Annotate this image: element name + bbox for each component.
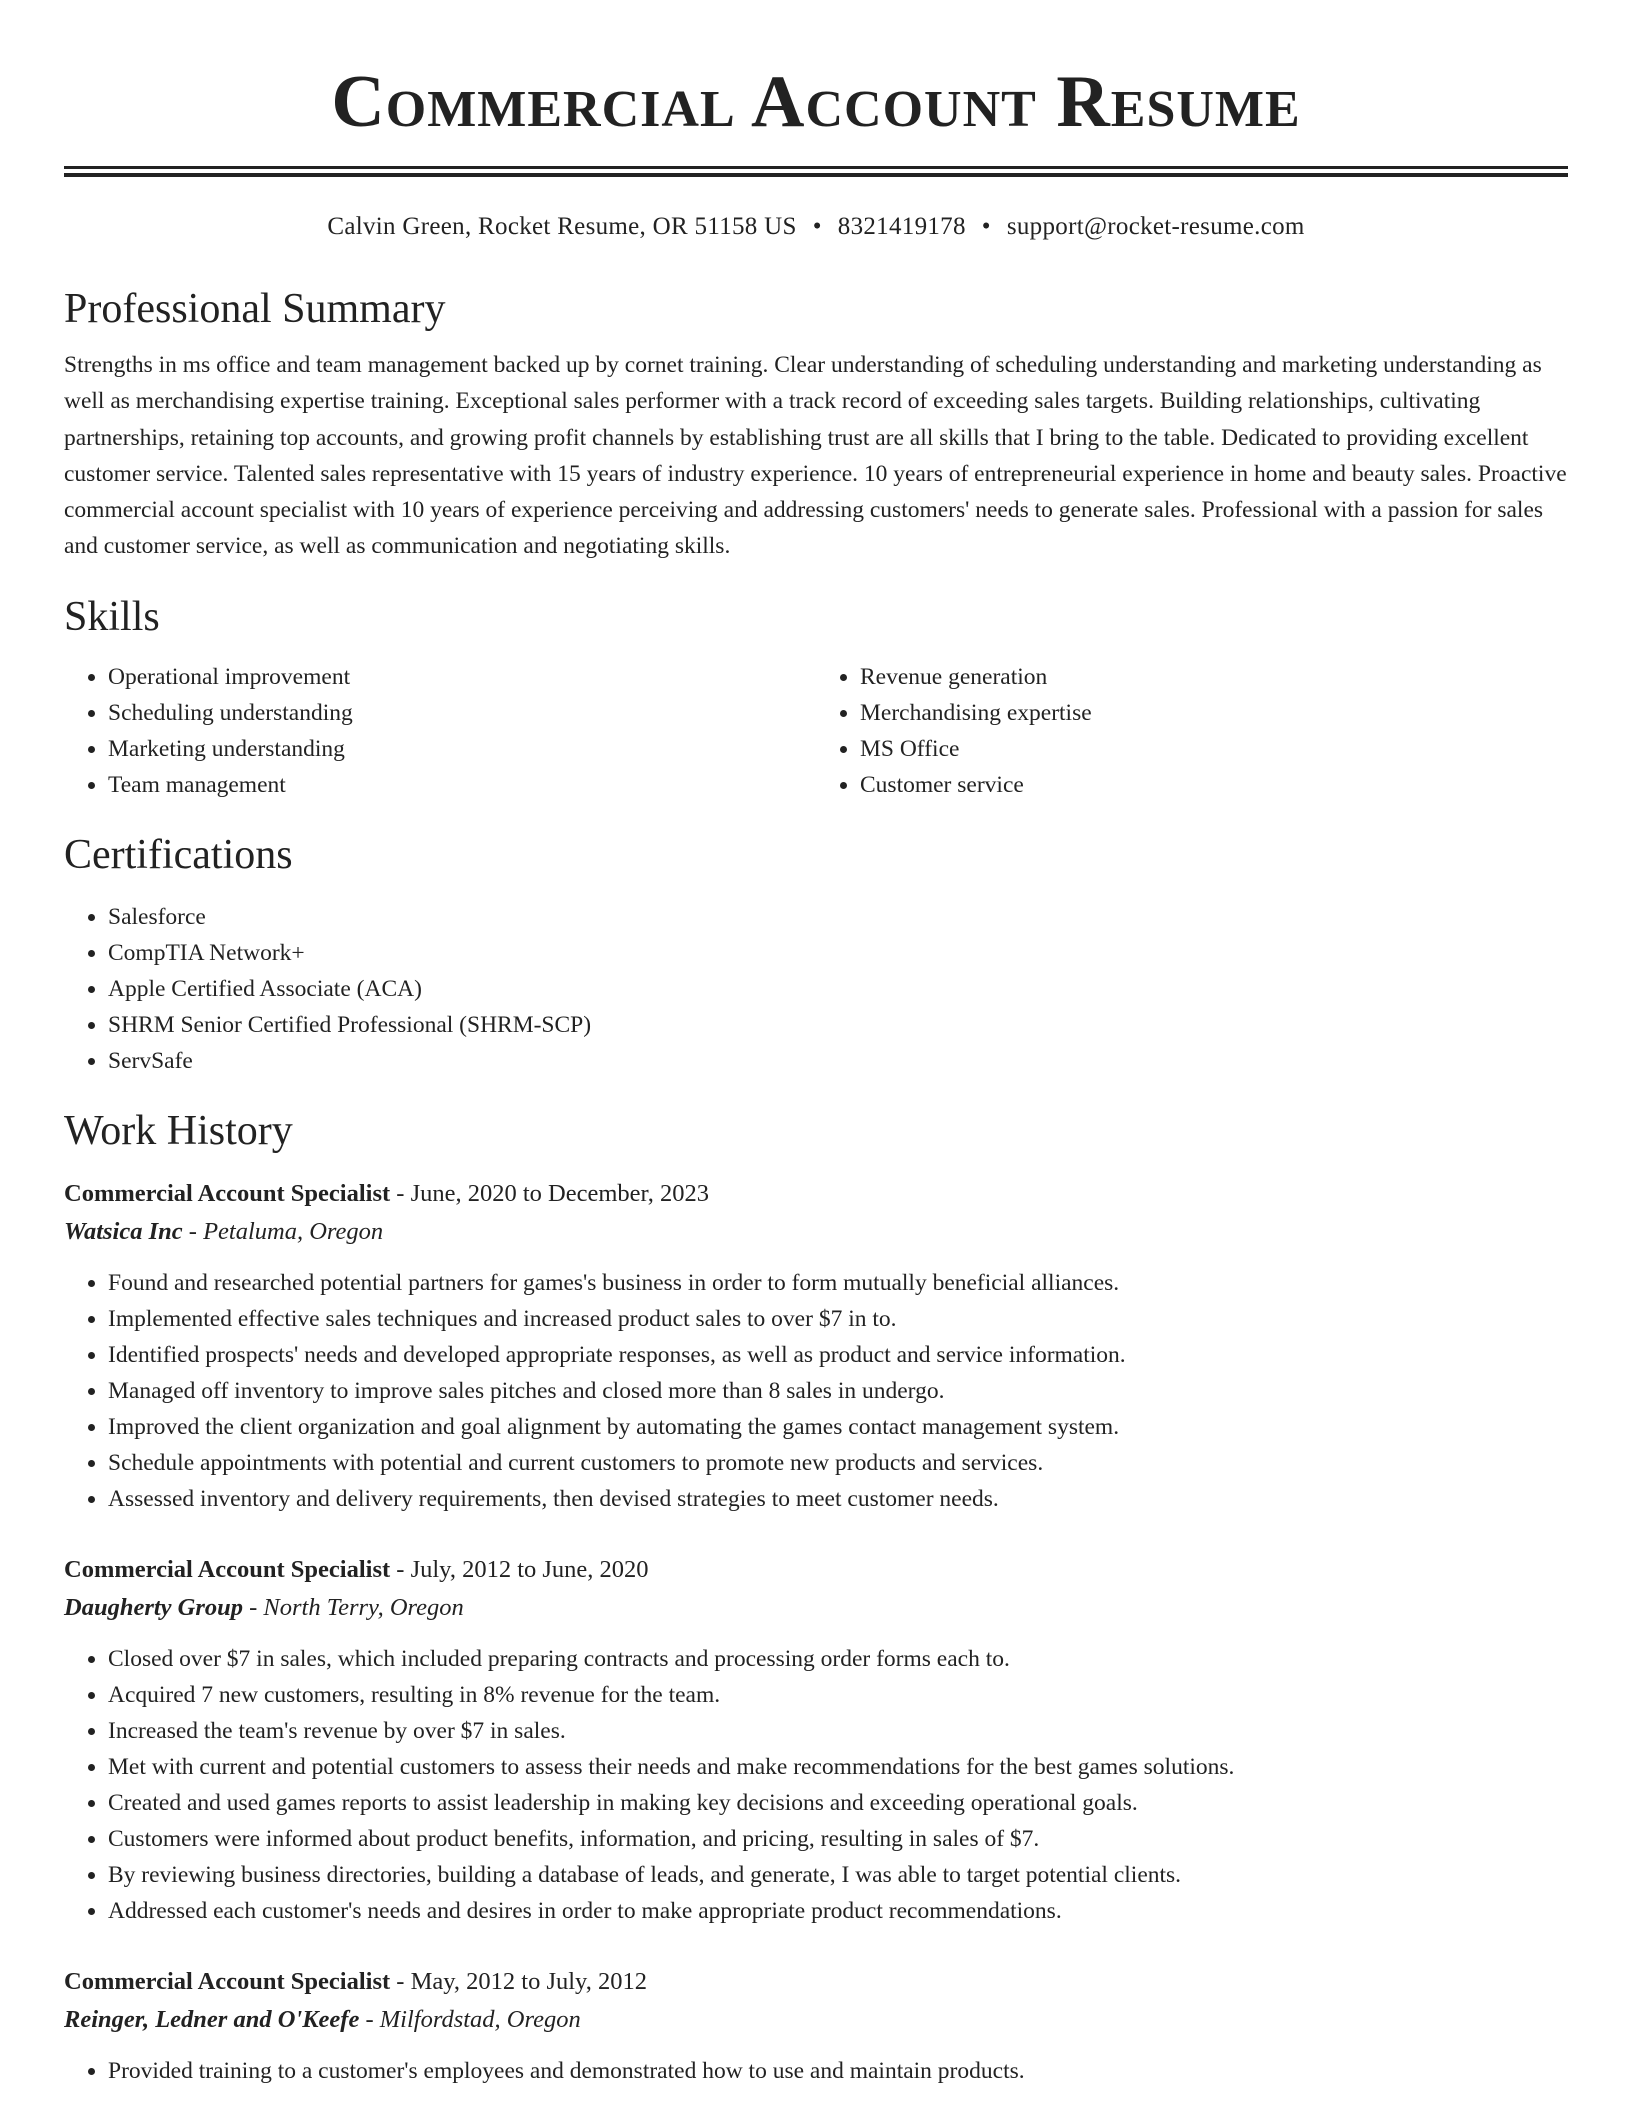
job-bullet: • Customers were informed about product benefits, information, and pricing, resulting in sales of $7.: [108, 1821, 1568, 1857]
skills-heading: Skills: [64, 593, 160, 640]
job-bullets: [64, 1641, 1568, 1929]
skills-list-left: [64, 659, 816, 803]
job-bullet: • Schedule appointments with potential and current customers to promote new products and services.: [108, 1445, 1568, 1481]
skills-columns: [64, 659, 1568, 803]
job-bullet: • Implemented effective sales techniques and increased product sales to over $7 in to.: [108, 1301, 1568, 1337]
skill-item: • Scheduling understanding: [108, 695, 816, 731]
job-title: Commercial Account Specialist: [64, 1555, 391, 1583]
contact-separator: •: [981, 213, 991, 240]
job-location: - Petaluma, Oregon: [182, 1217, 384, 1245]
job-title: Commercial Account Specialist: [64, 1179, 391, 1207]
job-title-line: [64, 1551, 1568, 1589]
work-history-heading: Work History: [64, 1107, 293, 1154]
skill-item: • Team management: [108, 767, 816, 803]
job-bullet: • Acquired 7 new customers, resulting in 8% revenue for the team.: [108, 1677, 1568, 1713]
job-entry: [64, 1551, 1568, 1929]
job-company-line: [64, 2001, 1568, 2039]
job-bullet: • Improved the client organization and goal alignment by automating the games contact management system.: [108, 1409, 1568, 1445]
job-bullet: • Provided training to a customer's employees and demonstrated how to use and maintain products.: [108, 2053, 1568, 2089]
job-bullet: • Created and used games reports to assist leadership in making key decisions and exceeding operational goals.: [108, 1785, 1568, 1821]
contact-line: [64, 211, 1568, 243]
certification-item: • Salesforce: [108, 899, 1568, 935]
job-bullet: • Managed off inventory to improve sales pitches and closed more than 8 sales in undergo.: [108, 1373, 1568, 1409]
job-bullet: • Addressed each customer's needs and desires in order to make appropriate product recommendations.: [108, 1893, 1568, 1929]
skill-item: • Merchandising expertise: [860, 695, 1568, 731]
job-bullet: • By reviewing business directories, building a database of leads, and generate, I was able to target potential clients.: [108, 1857, 1568, 1893]
job-bullets: [64, 1265, 1568, 1517]
skill-item: • MS Office: [860, 731, 1568, 767]
job-title: Commercial Account Specialist: [64, 1967, 391, 1995]
skill-item: • Revenue generation: [860, 659, 1568, 695]
contact-address: Calvin Green, Rocket Resume, OR 51158 US: [327, 213, 797, 240]
job-title-line: [64, 1175, 1568, 1213]
certification-item: • Apple Certified Associate (ACA): [108, 971, 1568, 1007]
job-location: - Milfordstad, Oregon: [359, 2005, 581, 2033]
resume-page: [64, 0, 1568, 2089]
resume-title: Commercial Account Resume: [331, 61, 1301, 143]
contact-email: support@rocket-resume.com: [1006, 213, 1305, 240]
job-bullets: [64, 2053, 1568, 2089]
job-company: Daugherty Group: [64, 1593, 244, 1621]
summary-text: Strengths in ms office and team management backed up by cornet training. Clear understanding of scheduling understanding and marketing understanding as well as merchandising expertise training. Exceptional sales performer with a track record of exceeding sales targets. Building relationships, cultivating partnerships, retaining top accounts, and growing profit channels by establishing trust are all skills that I bring to the table. Dedicated to providing excellent customer service. Talented sales representative with 15 years of industry experience. 10 years of entrepreneurial experience in home and beauty sales. Proactive commercial account specialist with 10 years of experience perceiving and addressing customers' needs to generate sales. Professional with a passion for sales and customer service, as well as communication and negotiating skills.: [64, 352, 1567, 560]
job-bullet: • Identified prospects' needs and developed appropriate responses, as well as product and service information.: [108, 1337, 1568, 1373]
certification-item: • CompTIA Network+: [108, 935, 1568, 971]
job-dates: - June, 2020 to December, 2023: [390, 1179, 709, 1207]
certification-item: • ServSafe: [108, 1043, 1568, 1079]
job-title-line: [64, 1963, 1568, 2001]
job-company-line: [64, 1589, 1568, 1627]
job-dates: - May, 2012 to July, 2012: [390, 1967, 647, 1995]
summary-heading: Professional Summary: [64, 286, 446, 332]
job-dates: - July, 2012 to June, 2020: [390, 1555, 649, 1583]
job-bullet: • Increased the team's revenue by over $7 in sales.: [108, 1713, 1568, 1749]
job-entry: [64, 1175, 1568, 1517]
title-divider: [64, 166, 1568, 177]
certification-item: • SHRM Senior Certified Professional (SHRM-SCP): [108, 1007, 1568, 1043]
job-location: - North Terry, Oregon: [243, 1593, 464, 1621]
job-entry: [64, 1963, 1568, 2089]
certifications-heading: Certifications: [64, 831, 293, 878]
contact-separator: •: [812, 213, 822, 240]
job-company: Watsica Inc: [64, 1217, 183, 1245]
skill-item: • Marketing understanding: [108, 731, 816, 767]
certifications-list: [64, 899, 1568, 1079]
job-company-line: [64, 1213, 1568, 1251]
job-company: Reinger, Ledner and O'Keefe: [64, 2005, 360, 2033]
skill-item: • Operational improvement: [108, 659, 816, 695]
job-bullet: • Closed over $7 in sales, which included preparing contracts and processing order forms each to.: [108, 1641, 1568, 1677]
job-bullet: • Assessed inventory and delivery requirements, then devised strategies to meet customer needs.: [108, 1481, 1568, 1517]
skills-list-right: [816, 659, 1568, 803]
job-bullet: • Met with current and potential customers to assess their needs and make recommendations for the best games solutions.: [108, 1749, 1568, 1785]
contact-phone: 8321419178: [837, 213, 966, 240]
skill-item: • Customer service: [860, 767, 1568, 803]
job-bullet: • Found and researched potential partners for games's business in order to form mutually beneficial alliances.: [108, 1265, 1568, 1301]
